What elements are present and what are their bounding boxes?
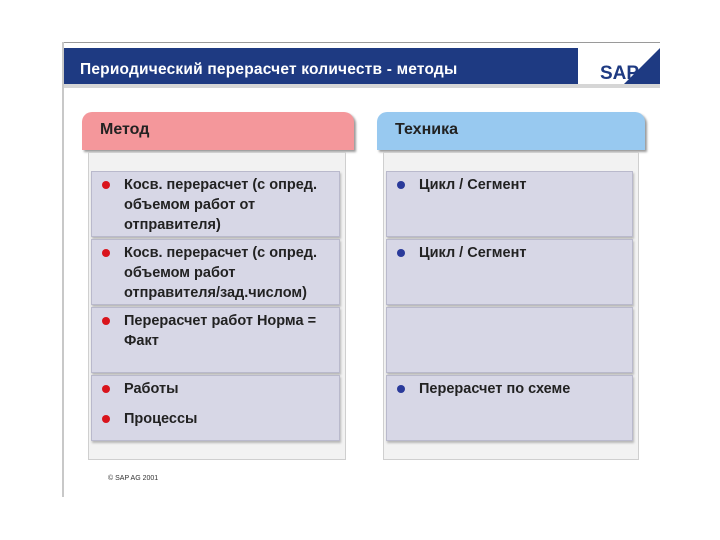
method-cell-3	[91, 307, 340, 373]
red-bullet-icon	[102, 415, 110, 423]
copyright-footer: © SAP AG 2001	[108, 475, 159, 482]
method-item: Перерасчет работ Норма = Факт	[124, 311, 335, 351]
technique-item: Перерасчет по схеме	[419, 379, 628, 399]
method-column-header	[82, 112, 354, 150]
technique-cell-3-empty	[386, 307, 633, 373]
technique-cell-2	[386, 239, 633, 305]
title-bar	[64, 48, 660, 88]
method-item: Косв. перерасчет (с опред. объемом работ отправителя/зад.числом)	[124, 243, 335, 303]
technique-cell-1	[386, 171, 633, 237]
sap-logo-text: SAP	[600, 63, 640, 84]
slide	[62, 42, 660, 497]
technique-column-title: Техника	[395, 121, 458, 138]
technique-column-header	[377, 112, 645, 150]
red-bullet-icon	[102, 181, 110, 189]
method-item: Процессы	[124, 409, 335, 429]
method-item: Косв. перерасчет (с опред. объемом работ от отправителя)	[124, 175, 335, 235]
red-bullet-icon	[102, 385, 110, 393]
red-bullet-icon	[102, 317, 110, 325]
blue-bullet-icon	[397, 385, 405, 393]
technique-cell-4	[386, 375, 633, 441]
method-column-title: Метод	[100, 121, 150, 138]
technique-item: Цикл / Сегмент	[419, 175, 628, 195]
blue-bullet-icon	[397, 249, 405, 257]
method-column-body	[88, 152, 346, 460]
method-column	[82, 112, 354, 427]
left-edge	[62, 42, 64, 497]
red-bullet-icon	[102, 249, 110, 257]
technique-column-body	[383, 152, 639, 460]
method-item: Работы	[124, 379, 335, 399]
blue-bullet-icon	[397, 181, 405, 189]
technique-item: Цикл / Сегмент	[419, 243, 628, 263]
top-rule	[62, 42, 660, 43]
technique-column	[377, 112, 645, 397]
sap-logo	[578, 48, 660, 84]
method-cell-1	[91, 171, 340, 237]
page-title: Периодический перерасчет количеств - методы	[80, 61, 458, 78]
method-cell-2	[91, 239, 340, 305]
method-cell-4	[91, 375, 340, 441]
